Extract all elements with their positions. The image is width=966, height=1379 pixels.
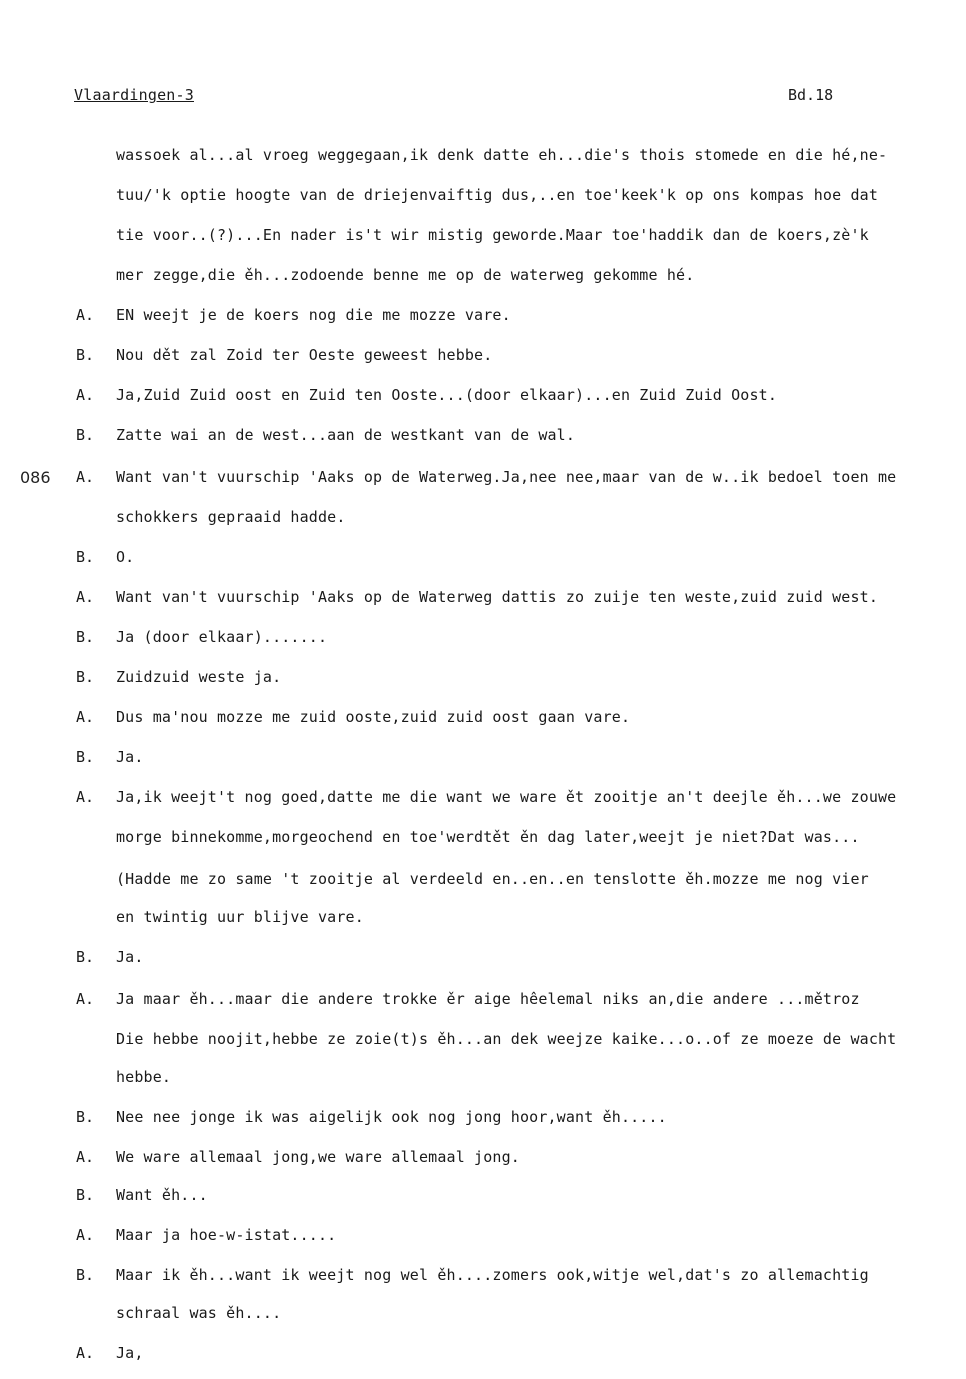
transcript-line xyxy=(0,908,966,930)
line-text: Ja. xyxy=(116,748,144,766)
line-text: tie voor..(?)...En nader is't wir mistig geworde.Maar toe'haddik dan de koers,zè'k xyxy=(116,226,869,244)
line-text: schokkers gepraaid hadde. xyxy=(116,508,346,526)
line-text: Ja. xyxy=(116,948,144,966)
line-text: Ja maar ěh...maar die andere trokke ěr aige hêelemal niks an,die andere ...mětroz xyxy=(116,990,860,1008)
transcript-line xyxy=(0,306,966,328)
transcript-line xyxy=(0,1266,966,1288)
transcript-line xyxy=(0,386,966,408)
transcript-line xyxy=(0,548,966,570)
line-text: tuu/'k optie hoogte van de driejenvaiftig dus,..en toe'keek'k op ons kompas hoe dat xyxy=(116,186,879,204)
speaker-label: A. xyxy=(76,588,95,606)
transcript-line xyxy=(0,226,966,248)
speaker-label: A. xyxy=(76,708,95,726)
transcript-line xyxy=(0,788,966,810)
line-text: O. xyxy=(116,548,135,566)
speaker-label: B. xyxy=(76,748,95,766)
line-text: Maar ja hoe-w-istat..... xyxy=(116,1226,337,1244)
line-text: We ware allemaal jong,we ware allemaal jong. xyxy=(116,1148,520,1166)
line-text: hebbe. xyxy=(116,1068,172,1086)
line-text: Ja, xyxy=(116,1344,144,1362)
transcript-line xyxy=(0,748,966,770)
transcript-line xyxy=(0,1344,966,1366)
transcript-line xyxy=(0,186,966,208)
speaker-label: A. xyxy=(76,788,95,806)
transcript-line xyxy=(0,346,966,368)
speaker-label: A. xyxy=(76,990,95,1008)
transcript-line xyxy=(0,870,966,892)
speaker-label: B. xyxy=(76,948,95,966)
transcript-line xyxy=(0,1186,966,1208)
transcript-line xyxy=(0,468,966,490)
line-text: Want ěh... xyxy=(116,1186,208,1204)
line-text: Nou dět zal Zoid ter Oeste geweest hebbe. xyxy=(116,346,493,364)
transcript-line xyxy=(0,668,966,690)
margin-note: 086 xyxy=(20,468,51,487)
line-text: Want van't vuurschip 'Aaks op de Waterweg.Ja,nee nee,maar van de w..ik bedoel toen me xyxy=(116,468,897,486)
transcript-line xyxy=(0,990,966,1012)
transcript-line xyxy=(0,426,966,448)
line-text: (Hadde me zo same 't zooitje al verdeeld en..en..en tenslotte ěh.mozze me nog vier xyxy=(116,870,869,888)
speaker-label: A. xyxy=(76,468,95,486)
line-text: schraal was ěh.... xyxy=(116,1304,282,1322)
line-text: wassoek al...al vroeg weggegaan,ik denk datte eh...die's thois stomede en die hé,ne- xyxy=(116,146,888,164)
transcript-line xyxy=(0,628,966,650)
speaker-label: A. xyxy=(76,306,95,324)
speaker-label: B. xyxy=(76,1108,95,1126)
line-text: en twintig uur blijve vare. xyxy=(116,908,364,926)
line-text: mer zegge,die ěh...zodoende benne me op de waterweg gekomme hé. xyxy=(116,266,695,284)
transcript-line xyxy=(0,508,966,530)
speaker-label: A. xyxy=(76,1344,95,1362)
line-text: Ja,ik weejt't nog goed,datte me die want we ware ět zooitje an't deejle ěh...we zouwe xyxy=(116,788,897,806)
speaker-label: B. xyxy=(76,1186,95,1204)
transcript-line xyxy=(0,588,966,610)
speaker-label: B. xyxy=(76,668,95,686)
speaker-label: B. xyxy=(76,548,95,566)
transcript-line xyxy=(0,1108,966,1130)
transcript-line xyxy=(0,266,966,288)
speaker-label: B. xyxy=(76,426,95,444)
line-text: Dus ma'nou mozze me zuid ooste,zuid zuid oost gaan vare. xyxy=(116,708,631,726)
line-text: Maar ik ěh...want ik weejt nog wel ěh....zomers ook,witje wel,dat's zo allemachtig xyxy=(116,1266,869,1284)
transcript-line xyxy=(0,1226,966,1248)
transcript-line xyxy=(0,146,966,168)
transcript-line xyxy=(0,708,966,730)
speaker-label: B. xyxy=(76,1266,95,1284)
transcript-line xyxy=(0,948,966,970)
speaker-label: A. xyxy=(76,1226,95,1244)
line-text: EN weejt je de koers nog die me mozze vare. xyxy=(116,306,511,324)
line-text: Zatte wai an de west...aan de westkant van de wal. xyxy=(116,426,576,444)
speaker-label: B. xyxy=(76,346,95,364)
line-text: morge binnekomme,morgeochend en toe'werdtět ěn dag later,weejt je niet?Dat was... xyxy=(116,828,860,846)
document-title: Vlaardingen-3 xyxy=(74,86,194,104)
speaker-label: B. xyxy=(76,628,95,646)
line-text: Die hebbe noojit,hebbe ze zoie(t)s ěh...an dek weejze kaike...o..of ze moeze de wacht xyxy=(116,1030,897,1048)
speaker-label: A. xyxy=(76,386,95,404)
line-text: Nee nee jonge ik was aigelijk ook nog jong hoor,want ěh..... xyxy=(116,1108,667,1126)
speaker-label: A. xyxy=(76,1148,95,1166)
line-text: Zuidzuid weste ja. xyxy=(116,668,282,686)
line-text: Want van't vuurschip 'Aaks op de Waterweg dattis zo zuije ten weste,zuid zuid west. xyxy=(116,588,879,606)
transcript-line xyxy=(0,1030,966,1052)
line-text: Ja,Zuid Zuid oost en Zuid ten Ooste...(door elkaar)...en Zuid Zuid Oost. xyxy=(116,386,778,404)
line-text: Ja (door elkaar)....... xyxy=(116,628,328,646)
transcript-line xyxy=(0,1148,966,1170)
page-reference: Bd.18 xyxy=(788,86,834,104)
transcript-line xyxy=(0,1068,966,1090)
transcript-line xyxy=(0,1304,966,1326)
transcript-line xyxy=(0,828,966,850)
